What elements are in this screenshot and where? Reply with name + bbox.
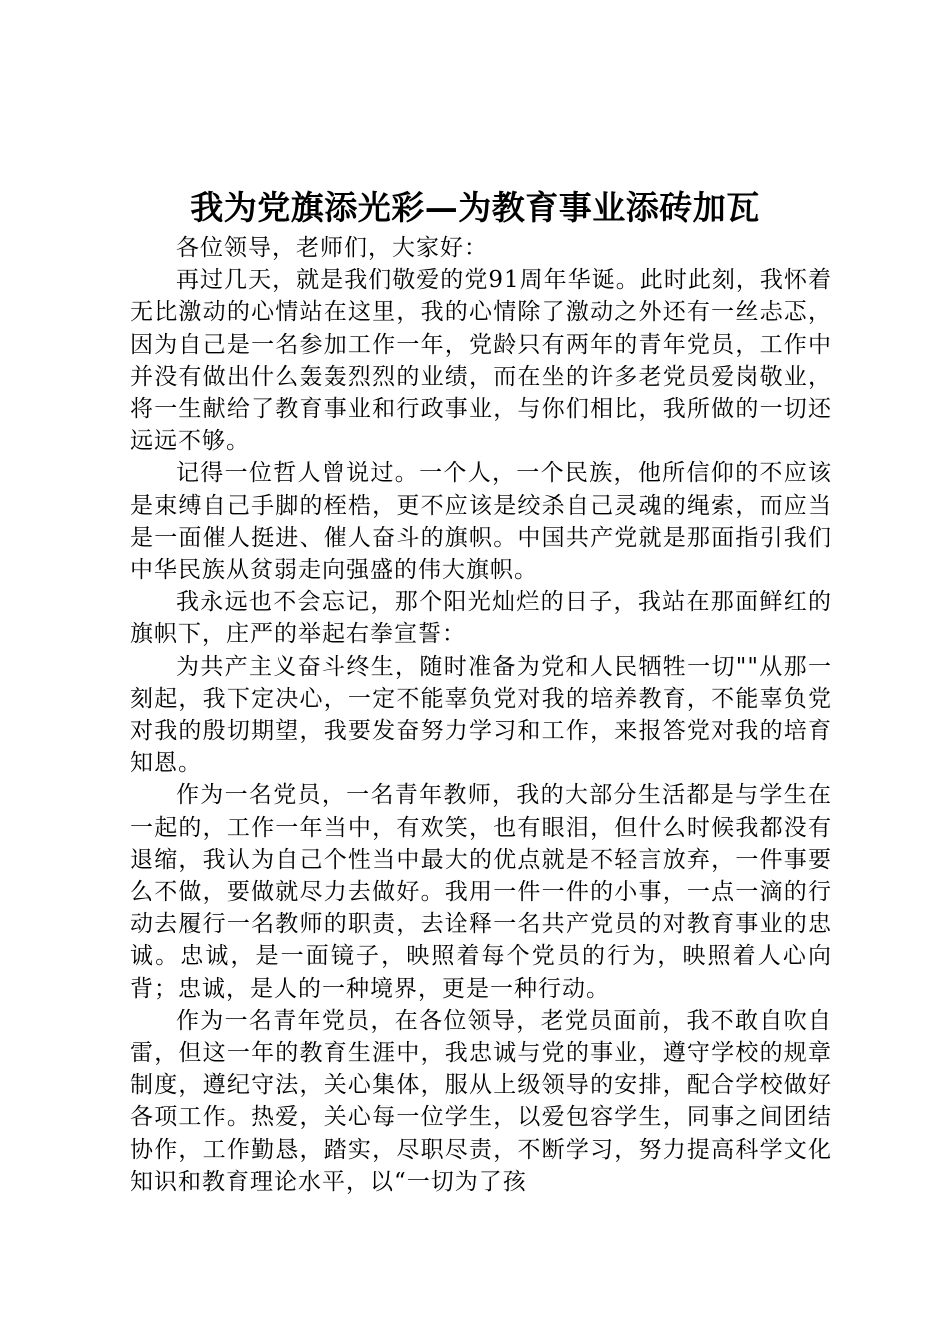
paragraph-greeting: 各位领导，老师们，大家好： — [176, 235, 488, 261]
paragraph: 再过几天，就是我们敬爱的党91周年华诞。此时此刻，我怀着无比激动的心情站在这里，我的心情除了激动之外还有一丝忐忑，因为自己是一名参加工作一年，党龄只有两年的青年党员，工作中并没有做出什么轰轰烈烈的业绩，而在坐的许多老党员爱岗敬业，将一生献给了教育事业和行政事业，与你们相比，我所做的一切还远远不够。 — [130, 267, 832, 455]
paragraph: 作为一名青年党员，在各位领导，老党员面前，我不敢自吹自雷，但这一年的教育生涯中，我忠诚与党的事业，遵守学校的规章制度，遵纪守法，关心集体，服从上级领导的安排，配合学校做好各项工作。热爱，关心每一位学生，以爱包容学生，同事之间团结协作，工作勤恳，踏实，尽职尽责，不断学习，努力提高科学文化知识和教育理论水平，以“一切为了孩 — [130, 1007, 832, 1195]
paragraph: 我永远也不会忘记，那个阳光灿烂的日子，我站在那面鲜红的旗帜下，庄严的举起右拳宣誓： — [130, 589, 832, 648]
paragraph: 记得一位哲人曾说过。一个人，一个民族，他所信仰的不应该是束缚自己手脚的桎梏，更不应该是绞杀自己灵魂的绳索，而应当是一面催人挺进、催人奋斗的旗帜。中国共产党就是那面指引我们中华民族从贫弱走向强盛的伟大旗帜。 — [130, 460, 832, 584]
paragraph: 作为一名党员，一名青年教师，我的大部分生活都是与学生在一起的，工作一年当中，有欢笑，也有眼泪，但什么时候我都没有退缩，我认为自己个性当中最大的优点就是不轻言放弃，一件事要么不做，要做就尽力去做好。我用一件一件的小事，一点一滴的行动去履行一名教师的职责，去诠释一名共产党员的对教育事业的忠诚。忠诚，是一面镜子，映照着每个党员的行为，映照着人心向背；忠诚，是人的一种境界，更是一种行动。 — [130, 782, 832, 1002]
document-title: 我为党旗添光彩—为教育事业添砖加瓦 — [190, 188, 760, 227]
document-body — [130, 232, 832, 1198]
paragraph-oath: 为共产主义奋斗终生，随时准备为党和人民牺牲一切""从那一刻起，我下定决心，一定不能辜负党对我的培养教育，不能辜负党对我的殷切期望，我要发奋努力学习和工作，来报答党对我的培育知恩。 — [130, 653, 832, 777]
